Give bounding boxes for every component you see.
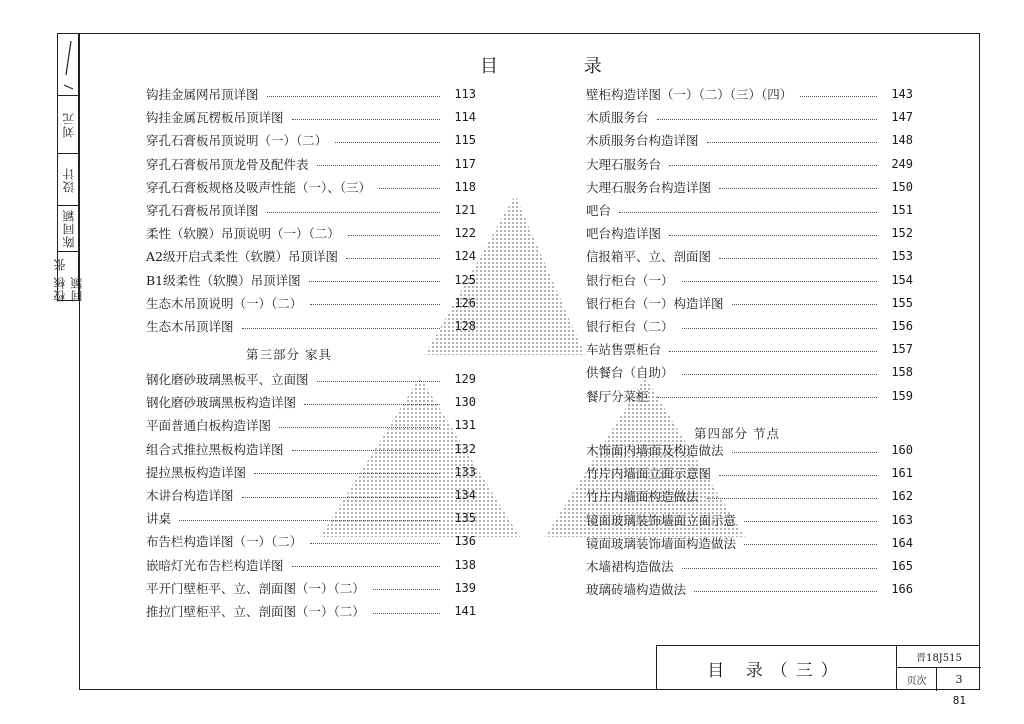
toc-entry-page: 135 <box>454 511 476 526</box>
side-text-3: 陈同颖 <box>61 209 76 248</box>
toc-entry-page: 160 <box>891 443 913 457</box>
toc-entry <box>146 485 476 505</box>
toc-entry <box>586 556 913 576</box>
toc-entry-label: 车站售票柜台 <box>586 342 662 358</box>
toc-entry <box>586 200 913 220</box>
toc-entry-page: 165 <box>891 559 913 573</box>
toc-entry-page: 117 <box>454 156 476 171</box>
toc-entry-page: 152 <box>891 226 913 241</box>
leader-dots <box>292 566 440 567</box>
toc-entry-label: 吧台构造详图 <box>586 226 662 242</box>
toc-entry-page: 139 <box>454 580 476 595</box>
leader-dots <box>242 497 440 498</box>
toc-entry-label: 木质服务台构造详图 <box>586 133 699 149</box>
leader-dots <box>348 235 440 236</box>
toc-entry <box>586 154 913 174</box>
leader-dots <box>669 165 877 166</box>
toc-entry-page: 121 <box>454 203 476 217</box>
title-block <box>656 645 980 690</box>
toc-entry-label: 镜面玻璃装饰墙面立面示意 <box>586 512 737 528</box>
toc-entry-page: 159 <box>891 388 913 403</box>
leader-dots <box>719 258 877 259</box>
leader-dots <box>744 544 877 545</box>
side-text-1: 刘元 <box>61 111 76 138</box>
toc-entry-label: 穿孔石膏板规格及吸声性能（一）、（三） <box>146 179 372 195</box>
toc-entry-label: 银行柜台（一）构造详图 <box>586 295 724 311</box>
toc-entry <box>146 154 476 174</box>
toc-entry <box>586 510 913 530</box>
leader-dots <box>682 374 877 375</box>
toc-entry <box>146 84 476 104</box>
toc-entry <box>586 362 913 382</box>
toc-entry-page: 153 <box>891 249 913 264</box>
toc-entry-page: 155 <box>891 295 913 310</box>
leader-dots <box>732 452 877 453</box>
side-text-2: 设计 <box>61 166 76 193</box>
toc-entry-page: 125 <box>454 272 476 287</box>
sheet-number: 81 <box>952 694 966 707</box>
toc-entry-page: 163 <box>891 512 913 527</box>
leader-dots <box>242 328 440 329</box>
toc-entry-page: 136 <box>454 534 476 549</box>
leader-dots <box>292 119 440 120</box>
toc-entry <box>146 578 476 598</box>
toc-entry <box>146 531 476 551</box>
leader-dots <box>719 188 877 189</box>
leader-dots <box>682 281 877 282</box>
side-text-4: 校核 张同颖 <box>53 258 84 302</box>
toc-entry-label: 大理石服务台 <box>586 156 662 172</box>
toc-entry-label: 木墙裙构造做法 <box>586 559 674 574</box>
toc-entry-page: 115 <box>454 133 476 148</box>
leader-dots <box>619 212 877 213</box>
leader-dots <box>707 142 877 143</box>
section-heading: 第三部分 家具 <box>246 347 332 362</box>
toc-entry-page: 122 <box>454 226 476 241</box>
toc-entry-label: 钩挂金属瓦楞板吊顶详图 <box>146 110 284 126</box>
toc-entry-label: 讲桌 <box>146 511 172 527</box>
toc-entry-page: 114 <box>454 110 476 125</box>
toc-entry-page: 164 <box>891 535 913 550</box>
toc-entry <box>586 246 913 266</box>
toc-entry <box>586 339 913 359</box>
toc-entry-page: 118 <box>454 179 476 194</box>
toc-entry-page: 124 <box>454 249 476 264</box>
toc-entry-label: 钢化磨砂玻璃黑板平、立面图 <box>146 372 309 387</box>
leader-dots <box>310 304 440 305</box>
leader-dots <box>267 212 440 213</box>
toc-entry-label: 供餐台（自助） <box>586 365 674 381</box>
toc-entry-label: 钢化磨砂玻璃黑板构造详图 <box>146 395 297 411</box>
toc-entry-label: 镜面玻璃装饰墙面构造做法 <box>586 535 737 551</box>
toc-entry-page: 162 <box>891 489 913 504</box>
toc-entry <box>146 200 476 220</box>
section-heading: 第四部分 节点 <box>694 426 780 441</box>
toc-entry <box>586 107 913 127</box>
toc-entry <box>586 463 913 483</box>
toc-entry-page: 131 <box>454 418 476 433</box>
toc-entry-page: 156 <box>891 319 913 333</box>
toc-entry-label: A2级开启式柔性（软膜）吊顶详图 <box>146 249 338 265</box>
toc-entry <box>146 270 476 290</box>
toc-entry-page: 113 <box>454 87 476 101</box>
toc-entry-label: 吧台 <box>586 203 612 218</box>
title-block-name: 目 录（三） <box>657 646 897 690</box>
toc-entry-page: 147 <box>891 110 913 125</box>
toc-entry-label: 组合式推拉黑板构造详图 <box>146 441 284 457</box>
leader-dots <box>744 521 877 522</box>
toc-entry-page: 138 <box>454 557 476 572</box>
leader-dots <box>373 613 440 614</box>
title-block-code: 晋18J515 <box>897 646 981 668</box>
toc-entry-page: 154 <box>891 272 913 287</box>
toc-entry <box>146 369 476 389</box>
toc-entry-page: 143 <box>891 87 913 101</box>
toc-entry <box>586 84 913 104</box>
leader-dots <box>254 473 440 474</box>
leader-dots <box>317 381 440 382</box>
leader-dots <box>292 450 440 451</box>
toc-entry <box>586 386 913 406</box>
toc-entry-label: 木讲台构造详图 <box>146 488 234 503</box>
toc-entry-label: 木质服务台 <box>586 110 649 126</box>
toc-entry-label: 平面普通白板构造详图 <box>146 418 272 434</box>
side-cell-1 <box>58 96 78 154</box>
toc-entry-label: 银行柜台（二） <box>586 319 674 334</box>
leader-dots <box>373 589 440 590</box>
toc-entry <box>586 579 913 599</box>
toc-entry-page: 166 <box>891 582 913 597</box>
toc-entry <box>146 107 476 127</box>
toc-entry <box>586 223 913 243</box>
toc-entry-label: 钩挂金属网吊顶详图 <box>146 87 259 102</box>
title-block-page-value: 3 <box>955 673 963 686</box>
toc-entry-page: 133 <box>454 464 476 479</box>
toc-entry <box>586 270 913 290</box>
leader-dots <box>682 568 877 569</box>
toc-right-column <box>586 84 913 604</box>
toc-entry <box>146 415 476 435</box>
toc-entry-page: 157 <box>891 342 913 357</box>
leader-dots <box>179 520 440 521</box>
toc-entry-label: 餐厅分菜柜 <box>586 388 649 404</box>
toc-entry-label: 玻璃砖墙构造做法 <box>586 582 687 598</box>
toc-entry-label: 信报箱平、立、剖面图 <box>586 249 712 265</box>
leader-dots <box>682 328 877 329</box>
toc-left-column <box>146 84 476 634</box>
toc-entry <box>586 440 913 460</box>
toc-entry <box>146 555 476 575</box>
toc-entry-label: 银行柜台（一） <box>586 272 674 288</box>
toc-entry-page: 161 <box>891 466 913 481</box>
toc-entry-label: 布告栏构造详图（一）（二） <box>146 534 303 550</box>
side-cell-4 <box>53 252 84 302</box>
toc-entry <box>146 293 476 313</box>
side-cell-sketch <box>58 34 78 96</box>
leader-dots <box>800 96 877 97</box>
toc-entry <box>146 246 476 266</box>
toc-entry-page: 151 <box>891 203 913 217</box>
toc-entry-page: 126 <box>454 295 476 310</box>
toc-entry-page: 249 <box>891 156 913 171</box>
toc-entry-page: 141 <box>454 604 476 618</box>
leader-dots <box>719 475 877 476</box>
toc-entry-page: 130 <box>454 395 476 410</box>
toc-entry-label: 推拉门壁柜平、立、剖面图（一）（二） <box>146 604 365 619</box>
toc-entry-label: 生态木吊顶详图 <box>146 319 234 334</box>
toc-entry-label: 穿孔石膏板吊顶龙骨及配件表 <box>146 156 309 172</box>
toc-entry <box>586 177 913 197</box>
toc-entry-label: 提拉黑板构造详图 <box>146 464 247 480</box>
toc-entry <box>146 223 476 243</box>
page-title: 目 录 <box>480 56 642 77</box>
toc-entry <box>586 316 913 336</box>
leader-dots <box>335 142 440 143</box>
toc-entry <box>586 533 913 553</box>
toc-entry-page: 134 <box>454 488 476 502</box>
leader-dots <box>707 498 877 499</box>
leader-dots <box>310 543 440 544</box>
toc-entry-label: 柔性（软膜）吊顶说明（一）（二） <box>146 226 340 242</box>
leader-dots <box>346 258 440 259</box>
toc-entry-label: 嵌暗灯光布告栏构造详图 <box>146 557 284 573</box>
side-signature-panel <box>53 33 84 302</box>
leader-dots <box>304 404 440 405</box>
toc-entry-label: 木饰面内墙面及构造做法 <box>586 443 724 458</box>
toc-entry-label: 竹片内墙面构造做法 <box>586 489 699 505</box>
side-cell-2 <box>58 154 78 206</box>
signature-sketch-icon <box>59 37 77 93</box>
toc-entry-label: B1级柔性（软膜）吊顶详图 <box>146 272 301 288</box>
toc-entry <box>146 462 476 482</box>
toc-entry-label: 生态木吊顶说明（一）（二） <box>146 295 303 311</box>
toc-entry-page: 158 <box>891 365 913 380</box>
leader-dots <box>694 591 877 592</box>
toc-entry <box>146 316 476 336</box>
toc-entry <box>146 508 476 528</box>
toc-entry <box>586 486 913 506</box>
leader-dots <box>267 96 440 97</box>
toc-entry <box>146 439 476 459</box>
leader-dots <box>279 427 440 428</box>
toc-entry <box>586 293 913 313</box>
toc-entry <box>146 601 476 621</box>
toc-entry <box>146 177 476 197</box>
leader-dots <box>669 351 877 352</box>
toc-entry-label: 大理石服务台构造详图 <box>586 179 712 195</box>
side-cell-3 <box>58 206 78 252</box>
leader-dots <box>657 397 877 398</box>
toc-entry <box>146 130 476 150</box>
toc-entry-page: 150 <box>891 179 913 194</box>
leader-dots <box>317 165 440 166</box>
title-block-page-label: 页次 <box>897 668 937 691</box>
toc-entry-page: 129 <box>454 372 476 386</box>
leader-dots <box>379 188 440 189</box>
toc-entry-label: 穿孔石膏板吊顶说明（一）（二） <box>146 133 328 149</box>
leader-dots <box>669 235 877 236</box>
toc-entry-label: 穿孔石膏板吊顶详图 <box>146 203 259 218</box>
toc-entry-page: 148 <box>891 133 913 148</box>
toc-entry <box>146 392 476 412</box>
toc-entry-label: 壁柜构造详图（一）（二）（三）（四） <box>586 87 793 102</box>
toc-entry <box>586 130 913 150</box>
leader-dots <box>657 119 877 120</box>
leader-dots <box>732 304 877 305</box>
toc-entry-label: 竹片内墙面立面示意图 <box>586 466 712 482</box>
toc-entry-page: 132 <box>454 441 476 456</box>
toc-entry-label: 平开门壁柜平、立、剖面图（一）（二） <box>146 580 365 596</box>
toc-entry-page: 128 <box>454 319 476 333</box>
leader-dots <box>309 281 440 282</box>
